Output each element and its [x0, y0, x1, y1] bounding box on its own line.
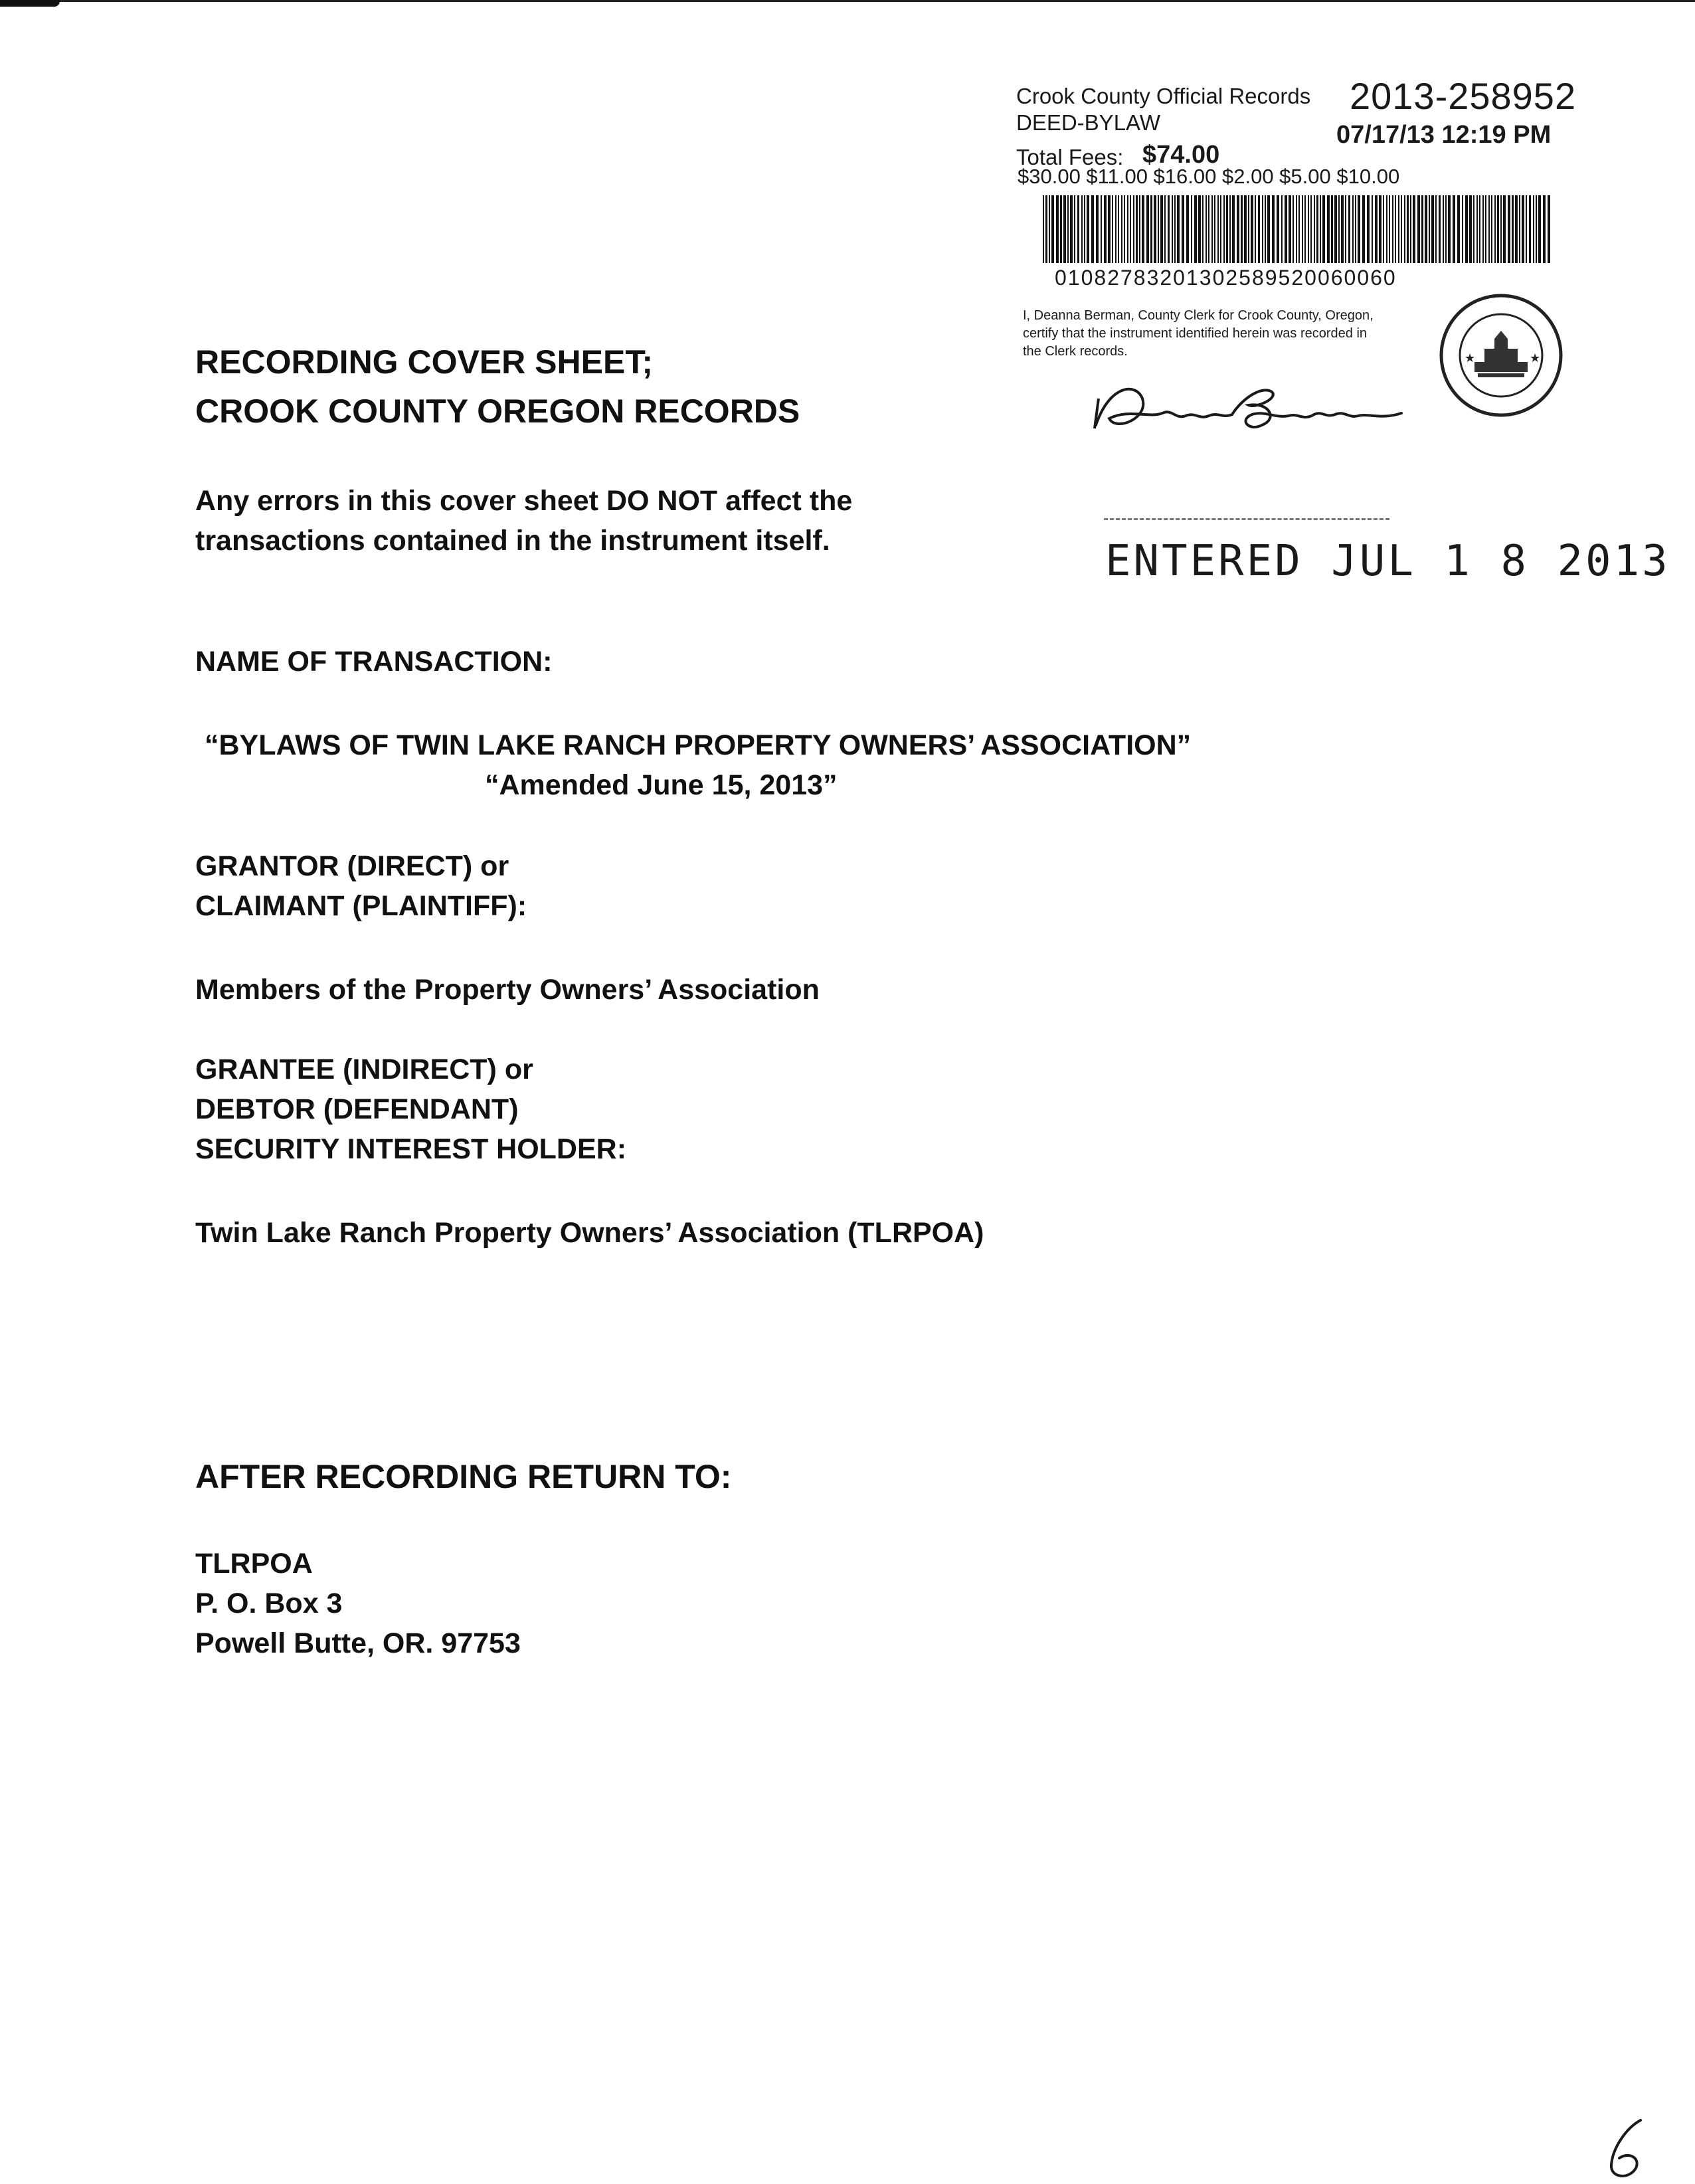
barcode-bar	[1217, 195, 1219, 263]
barcode-bar	[1146, 195, 1149, 263]
barcode-bar	[1500, 195, 1502, 263]
barcode-bar	[1367, 195, 1370, 263]
barcode-bar	[1136, 195, 1138, 263]
barcode-bar	[1118, 195, 1119, 263]
barcode-bar	[1508, 195, 1510, 263]
barcode-bar	[1067, 195, 1069, 263]
barcode-bar	[1172, 195, 1173, 263]
barcode-bar	[1526, 195, 1527, 263]
return-address-line3: Powell Butte, OR. 97753	[195, 1627, 521, 1659]
barcode-bar	[1435, 195, 1437, 263]
barcode-bar	[1087, 195, 1089, 263]
barcode-bar	[1104, 195, 1107, 263]
barcode-icon	[1041, 195, 1553, 263]
barcode-bar	[1081, 195, 1083, 263]
barcode-bar	[1529, 195, 1531, 263]
barcode-bar	[1277, 195, 1279, 263]
barcode-bar	[1421, 195, 1423, 263]
barcode-bar	[1331, 195, 1333, 263]
barcode-bar	[1512, 195, 1514, 263]
barcode-bar	[1229, 195, 1231, 263]
barcode-bar	[1462, 195, 1463, 263]
barcode-bar	[1538, 195, 1541, 263]
barcode-bar	[1164, 195, 1166, 263]
barcode-bar	[1063, 195, 1066, 263]
barcode-bar	[1158, 195, 1159, 263]
barcode-bar	[1265, 195, 1266, 263]
barcode-bar	[1314, 195, 1315, 263]
grantor-value: Members of the Property Owners’ Association	[195, 974, 820, 1006]
barcode-bar	[1223, 195, 1225, 263]
stamp-recorded-datetime: 07/17/13 12:19 PM	[1336, 121, 1552, 149]
barcode-bar	[1208, 195, 1209, 263]
barcode-bar	[1543, 195, 1546, 263]
barcode-bar	[1548, 195, 1550, 263]
barcode-bar	[1049, 195, 1050, 263]
stamp-total-fees-label: Total Fees:	[1016, 145, 1124, 169]
transaction-amended: “Amended June 15, 2013”	[485, 769, 838, 801]
barcode-bar	[1091, 195, 1094, 263]
barcode-bar	[1232, 195, 1235, 263]
barcode-bar	[1255, 195, 1256, 263]
return-address-line2: P. O. Box 3	[195, 1588, 343, 1619]
barcode-bar	[1150, 195, 1152, 263]
grantee-label-line3: SECURITY INTEREST HOLDER:	[195, 1133, 627, 1165]
barcode-bar	[1503, 195, 1506, 263]
barcode-bar	[1296, 195, 1297, 263]
barcode-bar	[1267, 195, 1270, 263]
barcode-bar	[1494, 195, 1496, 263]
barcode-bar	[1302, 195, 1303, 263]
barcode-bar	[1401, 195, 1402, 263]
barcode-bar	[1310, 195, 1312, 263]
barcode-bar	[1417, 195, 1420, 263]
barcode-bar	[1375, 195, 1378, 263]
barcode-bar	[1443, 195, 1444, 263]
grantee-label-line2: DEBTOR (DEFENDANT)	[195, 1093, 519, 1125]
barcode-bar	[1211, 195, 1213, 263]
barcode-bar	[1497, 195, 1499, 263]
barcode-bar	[1439, 195, 1441, 263]
barcode-bar	[1070, 195, 1073, 263]
barcode-bar	[1130, 195, 1131, 263]
svg-text:★: ★	[1530, 351, 1541, 365]
barcode-bar	[1244, 195, 1247, 263]
barcode-bar	[1327, 195, 1330, 263]
handwritten-page-number-icon	[1599, 2115, 1652, 2181]
barcode-bar	[1338, 195, 1340, 263]
barcode-bar	[1334, 195, 1337, 263]
grantor-label-line1: GRANTOR (DIRECT) or	[195, 850, 509, 882]
barcode-bar	[1139, 195, 1140, 263]
return-address-line1: TLRPOA	[195, 1548, 313, 1580]
scan-corner-mark	[0, 0, 60, 7]
barcode-bar	[1285, 195, 1287, 263]
barcode-bar	[1154, 195, 1156, 263]
grantee-label-line1: GRANTEE (INDIRECT) or	[195, 1053, 533, 1085]
barcode-bar	[1248, 195, 1249, 263]
barcode-bar	[1186, 195, 1189, 263]
barcode-bar	[1515, 195, 1518, 263]
barcode-bar	[1045, 195, 1047, 263]
barcode-bar	[1115, 195, 1116, 263]
barcode-bar	[1281, 195, 1283, 263]
barcode-bar	[1322, 195, 1325, 263]
barcode-bar	[1101, 195, 1102, 263]
barcode-bar	[1386, 195, 1387, 263]
barcode-bar	[1220, 195, 1221, 263]
barcode-bar	[1348, 195, 1350, 263]
barcode-bar	[1358, 195, 1360, 263]
barcode-bar	[1431, 195, 1434, 263]
entered-stamp-rule	[1104, 518, 1389, 524]
barcode-bar	[1345, 195, 1346, 263]
barcode-bar	[1241, 195, 1243, 263]
barcode-bar	[1533, 195, 1534, 263]
barcode-number: 01082783201302589520060060	[1055, 266, 1397, 290]
transaction-label: NAME OF TRANSACTION:	[195, 646, 553, 678]
barcode-bar	[1124, 195, 1125, 263]
barcode-bar	[1491, 195, 1492, 263]
barcode-bar	[1341, 195, 1344, 263]
disclaimer-line1: Any errors in this cover sheet DO NOT affect the	[195, 485, 853, 517]
barcode-bar	[1425, 195, 1427, 263]
barcode-bar	[1077, 195, 1079, 263]
barcode-bar	[1304, 195, 1306, 263]
barcode-bar	[1479, 195, 1480, 263]
barcode-bar	[1174, 195, 1176, 263]
barcode-bar	[1445, 195, 1447, 263]
barcode-bar	[1160, 195, 1163, 263]
barcode-bar	[1198, 195, 1201, 263]
scan-top-edge	[60, 0, 1695, 2]
entered-stamp: ENTERED JUL 1 8 2013	[1105, 537, 1670, 586]
cover-title-line2: CROOK COUNTY OREGON RECORDS	[195, 393, 800, 430]
barcode-bar	[1320, 195, 1321, 263]
barcode-bar	[1453, 195, 1455, 263]
cover-title-line1: RECORDING COVER SHEET;	[195, 343, 653, 381]
stamp-office: Crook County Official Records	[1016, 84, 1311, 108]
barcode-bar	[1465, 195, 1468, 263]
svg-text:★: ★	[1465, 351, 1476, 365]
barcode-bar	[1191, 195, 1192, 263]
barcode-bar	[1473, 195, 1474, 263]
barcode-bar	[1383, 195, 1384, 263]
barcode-bar	[1398, 195, 1399, 263]
barcode-bar	[1202, 195, 1204, 263]
barcode-bar	[1205, 195, 1207, 263]
barcode-bar	[1272, 195, 1275, 263]
barcode-bar	[1407, 195, 1409, 263]
barcode-bar	[1485, 195, 1486, 263]
barcode-bar	[1262, 195, 1263, 263]
transaction-name: “BYLAWS OF TWIN LAKE RANCH PROPERTY OWNERS’ ASSOCIATION”	[205, 729, 1192, 761]
barcode-bar	[1410, 195, 1411, 263]
barcode-bar	[1043, 195, 1044, 263]
barcode-bar	[1182, 195, 1184, 263]
barcode-bar	[1096, 195, 1099, 263]
barcode-bar	[1379, 195, 1382, 263]
barcode-bar	[1308, 195, 1309, 263]
barcode-bar	[1413, 195, 1415, 263]
barcode-bar	[1395, 195, 1396, 263]
barcode-bar	[1121, 195, 1122, 263]
barcode-bar	[1429, 195, 1430, 263]
barcode-bar	[1214, 195, 1215, 263]
barcode-bar	[1293, 195, 1294, 263]
barcode-bar	[1133, 195, 1134, 263]
barcode-bar	[1355, 195, 1356, 263]
barcode-bar	[1051, 195, 1054, 263]
barcode-bar	[1448, 195, 1451, 263]
barcode-bar	[1522, 195, 1524, 263]
barcode-bar	[1251, 195, 1253, 263]
barcode-bar	[1457, 195, 1460, 263]
grantee-value: Twin Lake Ranch Property Owners’ Association (TLRPOA)	[195, 1217, 984, 1249]
clerk-certification: I, Deanna Berman, County Clerk for Crook County, Oregon, certify that the instrument identified herein was recorded in the Clerk records.	[1023, 308, 1374, 359]
barcode-bar	[1258, 195, 1260, 263]
barcode-bar	[1112, 195, 1113, 263]
barcode-bar	[1177, 195, 1180, 263]
clerk-signature-icon	[1089, 372, 1408, 438]
barcode-bar	[1168, 195, 1170, 263]
barcode-bar	[1237, 195, 1239, 263]
barcode-bar	[1316, 195, 1318, 263]
return-label: AFTER RECORDING RETURN TO:	[195, 1458, 732, 1495]
barcode-bar	[1362, 195, 1365, 263]
barcode-bar	[1519, 195, 1520, 263]
barcode-bar	[1469, 195, 1472, 263]
barcode-bar	[1226, 195, 1228, 263]
stamp-total-fees-value: $74.00	[1142, 141, 1220, 169]
barcode-bar	[1482, 195, 1484, 263]
barcode-bar	[1074, 195, 1075, 263]
barcode-bar	[1060, 195, 1062, 263]
county-seal-icon	[1438, 292, 1564, 418]
barcode-bar	[1127, 195, 1128, 263]
barcode-bar	[1142, 195, 1144, 263]
barcode-bar	[1372, 195, 1373, 263]
barcode-bar	[1404, 195, 1405, 263]
barcode-bar	[1289, 195, 1291, 263]
barcode-bar	[1392, 195, 1393, 263]
barcode-bar	[1298, 195, 1300, 263]
stamp-doc-type: DEED-BYLAW	[1016, 110, 1160, 135]
barcode-bar	[1056, 195, 1059, 263]
barcode-bar	[1108, 195, 1111, 263]
barcode-bar	[1476, 195, 1478, 263]
barcode-bar	[1389, 195, 1390, 263]
barcode-bar	[1352, 195, 1354, 263]
barcode-bar	[1084, 195, 1085, 263]
stamp-fee-breakdown: $30.00 $11.00 $16.00 $2.00 $5.00 $10.00	[1018, 165, 1400, 188]
stamp-record-number: 2013-258952	[1350, 75, 1577, 117]
barcode-bar	[1194, 195, 1197, 263]
barcode-bar	[1488, 195, 1490, 263]
barcode-bar	[1536, 195, 1537, 263]
disclaimer-line2: transactions contained in the instrument itself.	[195, 525, 830, 557]
grantor-label-line2: CLAIMANT (PLAINTIFF):	[195, 890, 527, 922]
